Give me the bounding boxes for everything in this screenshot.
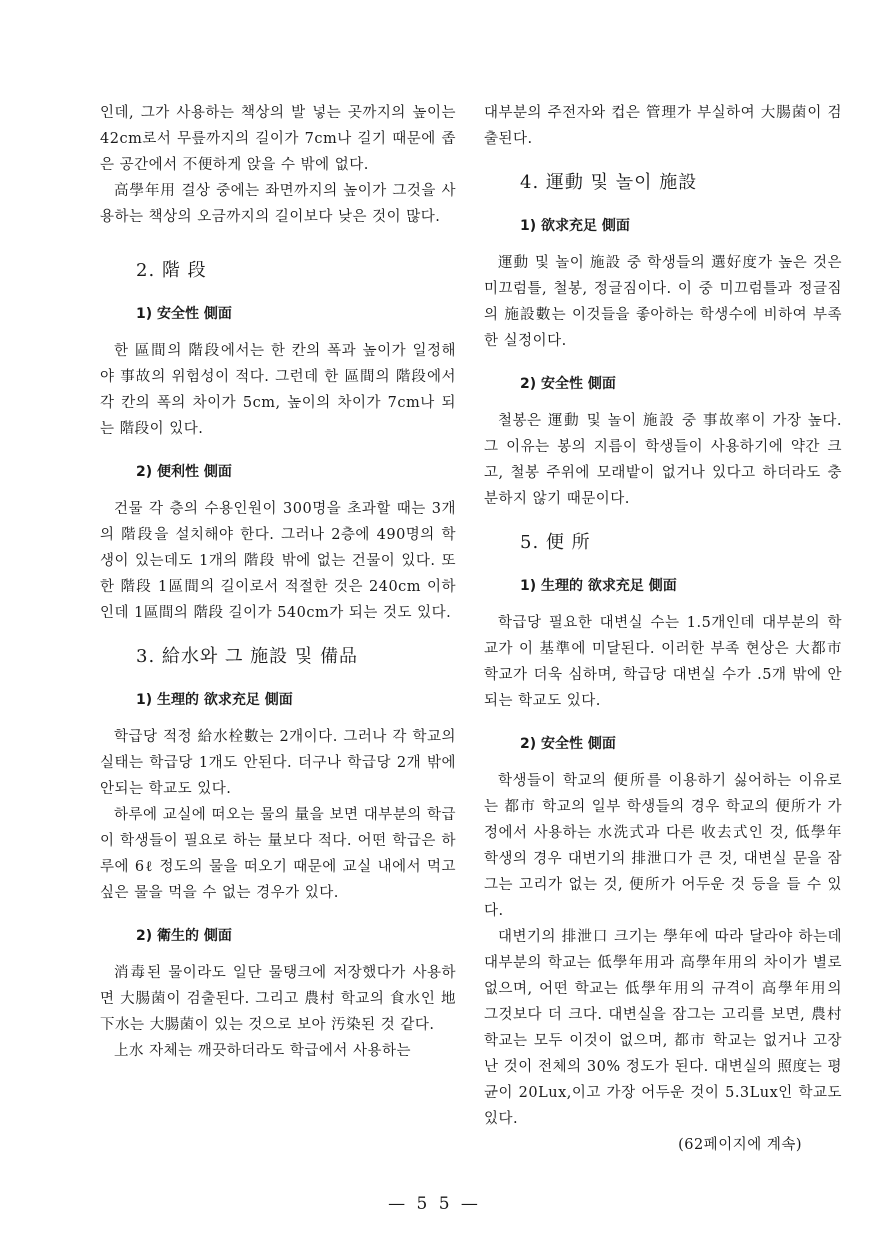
paragraph: 학생들이 학교의 便所를 이용하기 싫어하는 이유로는 都市 학교의 일부 학생들의 경우 학교의 便所가 가정에서 사용하는 水洗式과 다른 收去式인 것, 低學年 학생의 경우 대변기의 排泄口가 큰 것, 대변실 문을 잠그는 고리가 없는 것, 便所가 어두운 것 등을 들 수 있다.: [484, 773, 842, 919]
paragraph: 철봉은 運動 및 놀이 施設 중 事故率이 가장 높다. 그 이유는 봉의 지름이 학생들이 사용하기에 약간 크고, 철봉 주위에 모래밭이 없거나 있다고 하더라도 충분하지 않기 때문이다.: [484, 413, 842, 507]
section-heading: 2. 階 段: [136, 260, 207, 281]
left-column: [100, 100, 456, 1064]
paragraph: 대부분의 주전자와 컵은 管理가 부실하여 大腸菌이 검출된다.: [484, 105, 842, 147]
paragraph: 高學年用 걸상 중에는 좌면까지의 높이가 그것을 사용하는 책상의 오금까지의 길이보다 낮은 것이 많다.: [100, 183, 456, 225]
paragraph: 運動 및 놀이 施設 중 학생들의 選好度가 높은 것은 미끄럼틀, 철봉, 정글짐이다. 이 중 미끄럼틀과 정글짐의 施設數는 이것들을 좋아하는 학생수에 비하여 부족한 실정이다.: [484, 255, 842, 349]
paragraph: 대변기의 排泄口 크기는 學年에 따라 달라야 하는데 대부분의 학교는 低學年用과 高學年用의 차이가 별로 없으며, 어떤 학교는 低學年用의 규격이 高學年用의 그것보다 더 크다. 대변실을 잠그는 고리를 보면, 農村 학교는 모두 이것이 없으며, 都市 학교는 없거나 고장난 것이 전체의 30% 정도가 된다. 대변실의 照度는 평균이 20Lux,이고 가장 어두운 것이 5.3Lux인 학교도 있다.: [484, 929, 842, 1127]
paragraph: 한 區間의 階段에서는 한 칸의 폭과 높이가 일정해야 事故의 위험성이 적다. 그런데 한 區間의 階段에서 각 칸의 폭의 차이가 5cm, 높이의 차이가 7cm나 되는 階段이 있다.: [100, 343, 456, 437]
page-number: — 5 5 —: [388, 1194, 481, 1214]
continued-note: (62페이지에 계속): [678, 1137, 802, 1153]
subsection-heading: 1) 欲求充足 側面: [520, 218, 630, 234]
section-heading: 4. 運動 및 놀이 施設: [520, 172, 698, 193]
paragraph: 건물 각 층의 수용인원이 300명을 초과할 때는 3개의 階段을 설치해야 한다. 그러나 2층에 490명의 학생이 있는데도 1개의 階段 밖에 없는 건물이 있다. 또한 階段 1區間의 길이로서 적절한 것은 240cm 이하인데 1區間의 階段 길이가 540cm가 되는 것도 있다.: [100, 501, 456, 621]
subsection-heading: 2) 安全性 側面: [520, 376, 616, 392]
subsection-heading: 2) 衛生的 側面: [136, 928, 232, 944]
subsection-heading: 1) 生理的 欲求充足 側面: [136, 692, 293, 708]
subsection-heading: 2) 便利性 側面: [136, 464, 232, 480]
section-heading: 5. 便 所: [520, 532, 591, 553]
subsection-heading: 1) 安全性 側面: [136, 306, 232, 322]
paragraph: 인데, 그가 사용하는 책상의 발 넣는 곳까지의 높이는 42cm로서 무릎까지의 길이가 7cm나 길기 때문에 좁은 공간에서 不便하게 앉을 수 밖에 없다.: [100, 105, 456, 173]
subsection-heading: 1) 生理的 欲求充足 側面: [520, 578, 677, 594]
paragraph: 消毒된 물이라도 일단 물탱크에 저장했다가 사용하면 大腸菌이 검출된다. 그리고 農村 학교의 食水인 地下水는 大腸菌이 있는 것으로 보아 汚染된 것 같다.: [100, 965, 456, 1033]
right-column: [484, 100, 842, 1158]
subsection-heading: 2) 安全性 側面: [520, 736, 616, 752]
paragraph: 上水 자체는 깨끗하더라도 학급에서 사용하는: [114, 1043, 412, 1059]
paragraph: 학급당 적정 給水栓數는 2개이다. 그러나 각 학교의 실태는 학급당 1개도 안된다. 더구나 학급당 2개 밖에 안되는 학교도 있다.: [100, 729, 456, 797]
paragraph: 학급당 필요한 대변실 수는 1.5개인데 대부분의 학교가 이 基準에 미달된다. 이러한 부족 현상은 大都市 학교가 더욱 심하며, 학급당 대변실 수가 .5개 밖에 안되는 학교도 있다.: [484, 615, 842, 709]
section-heading: 3. 給水와 그 施設 및 備品: [136, 646, 358, 667]
paragraph: 하루에 교실에 떠오는 물의 量을 보면 대부분의 학급이 학생들이 필요로 하는 量보다 적다. 어떤 학급은 하루에 6ℓ 정도의 물을 떠오기 때문에 교실 내에서 먹고 싶은 물을 먹을 수 없는 경우가 있다.: [100, 807, 456, 901]
